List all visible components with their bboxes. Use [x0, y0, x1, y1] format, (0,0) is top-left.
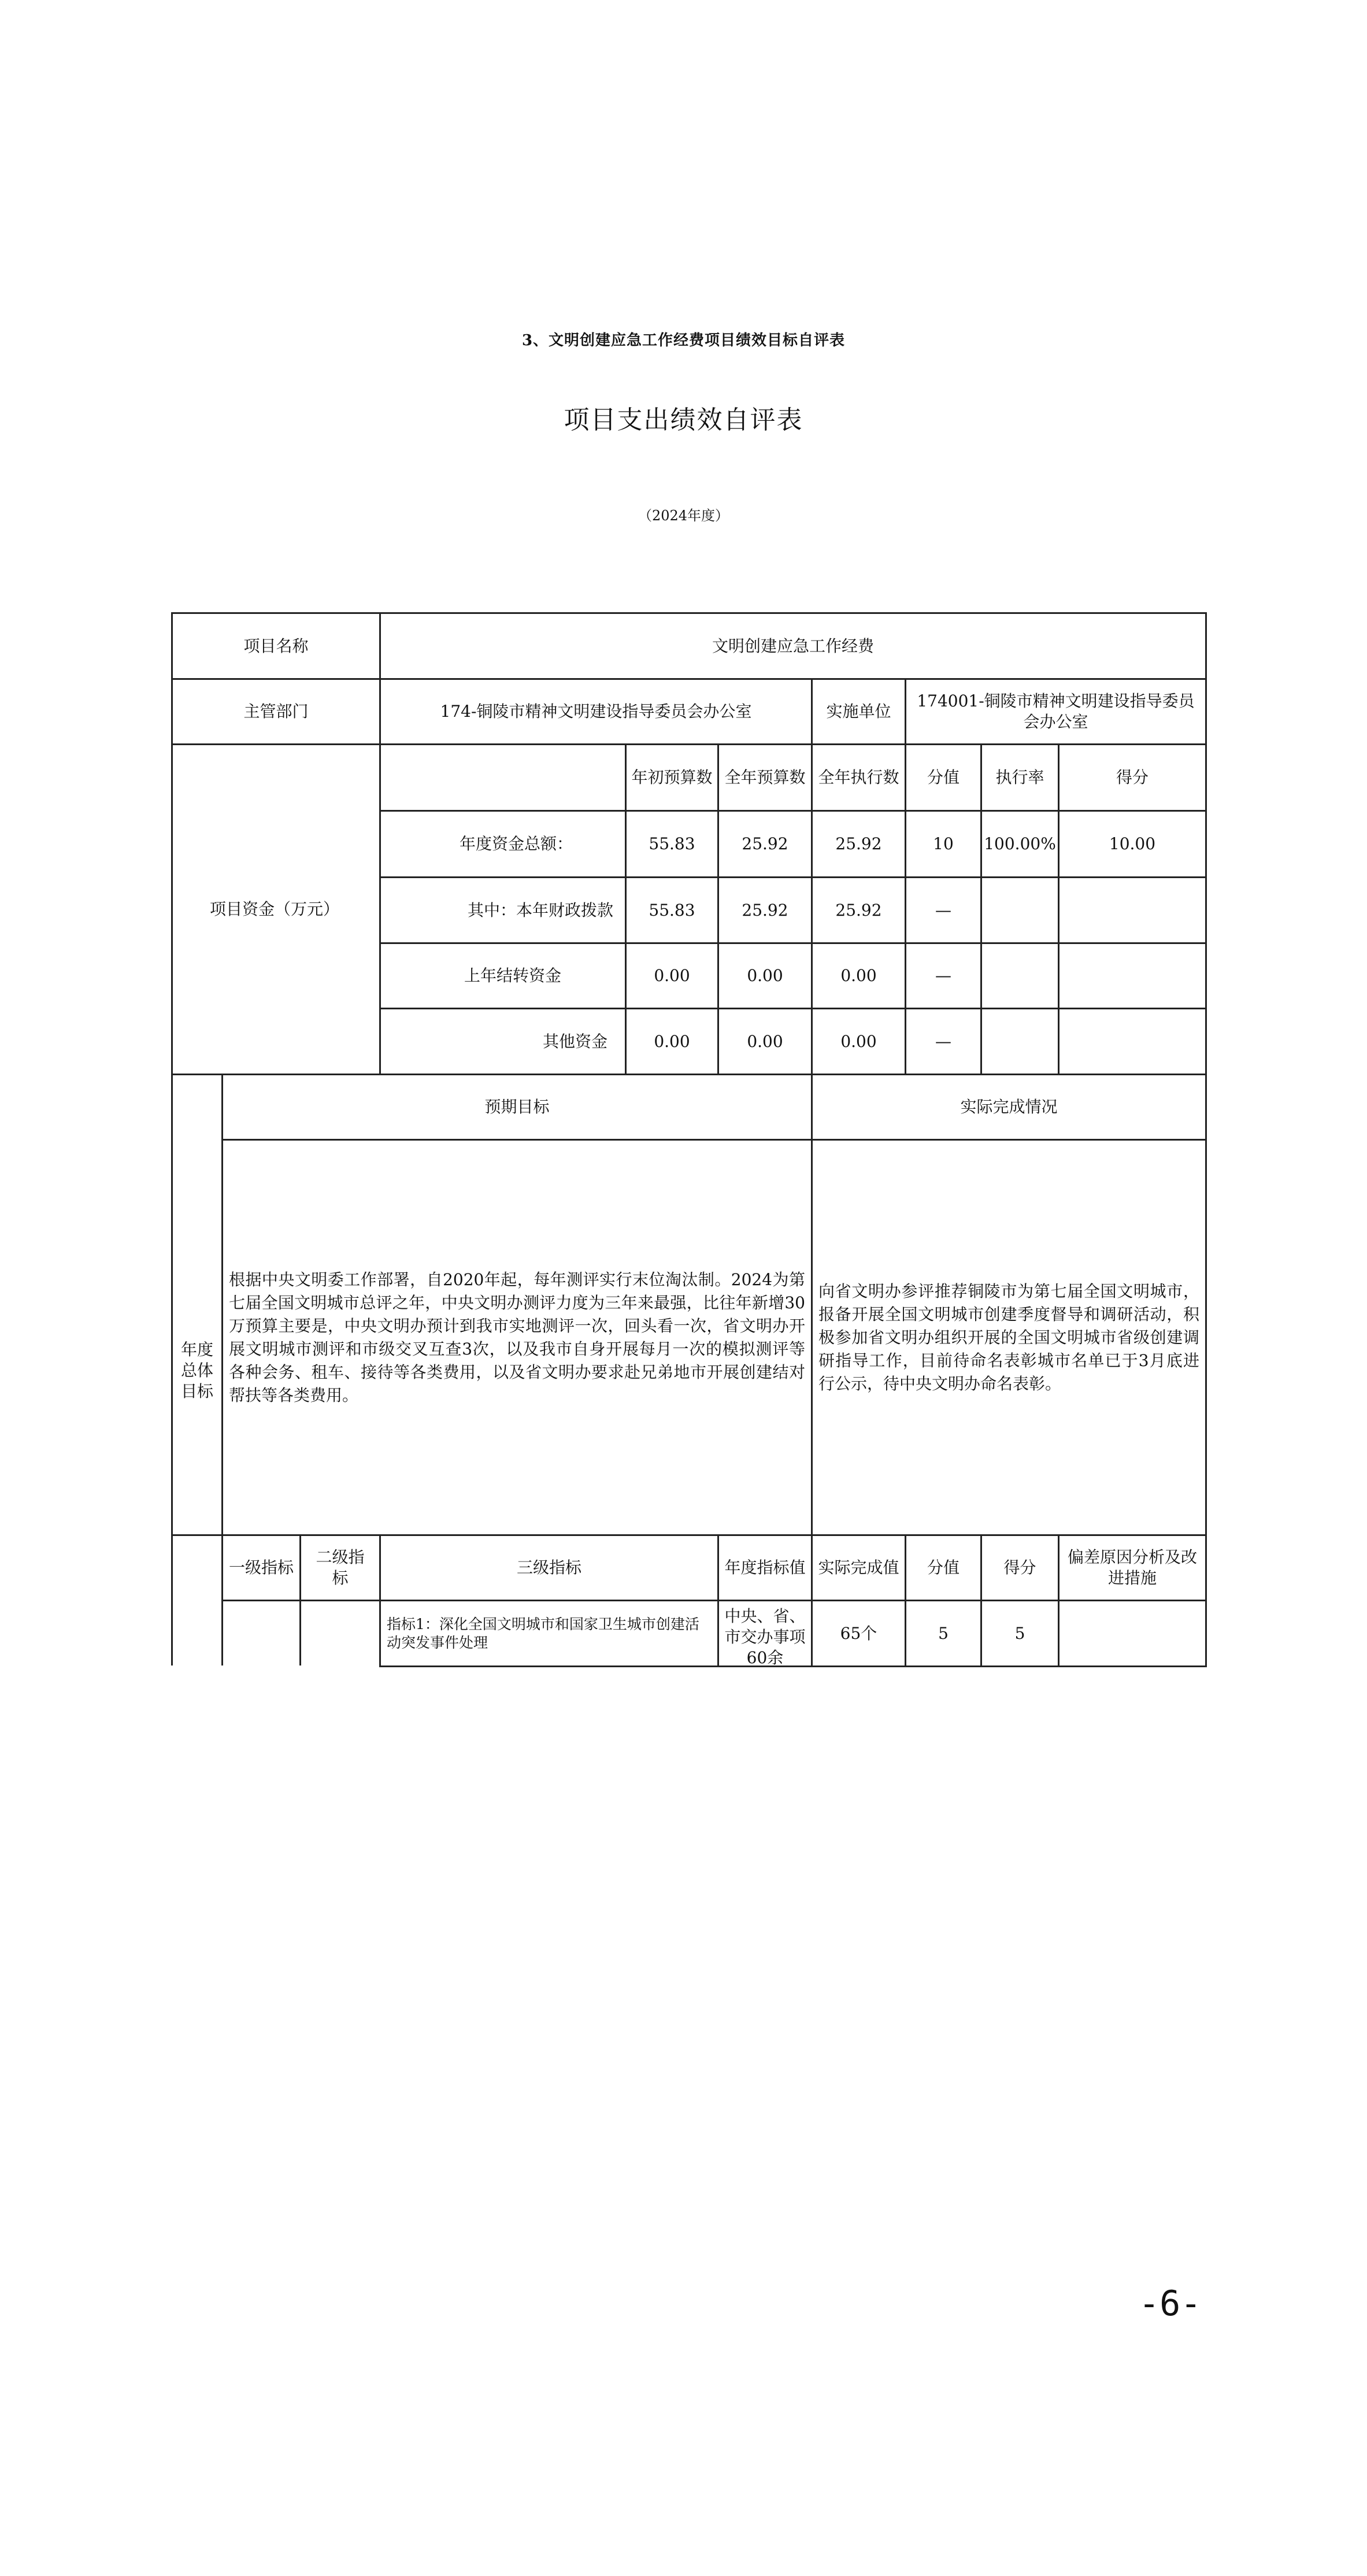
funds-row-rate: 100.00% — [984, 834, 1056, 853]
funds-row-score-value: 10 — [933, 834, 954, 853]
indicator-target: 中央、省、市交办事项60余 — [724, 1607, 806, 1665]
funds-header-score-value: 分值 — [927, 768, 960, 787]
funds-row-initial: 55.83 — [649, 900, 695, 920]
actual-completion-text: 向省文明办参评推荐铜陵市为第七届全国文明城市，报备开展全国文明城市创建季度督导和调研活动，积极参加省文明办组织开展的全国文明城市省级创建调研指导工作，目前待命名表彰城市名单已于3月底进行公示，待中央文明办命名表彰。 — [818, 1281, 1199, 1393]
impl-label: 实施单位 — [826, 702, 891, 721]
expected-goal-text: 根据中央文明委工作部署，自2020年起，每年测评实行末位淘汰制。2024为第七届全国文明城市总评之年，中央文明办测评力度为三年来最强，比往年新增30万预算主要是，中央文明办预计到我市实地测评一次，回头看一次，省文明办开展文明城市测评和市级交叉互查3次，以及我市自身开展每月一次的模拟测评等各种会务、租车、接待等各类费用，以及省文明办要求赴兄弟地市开展创建结对帮扶等各类费用。 — [229, 1270, 805, 1405]
indicator-header-level3: 三级指标 — [516, 1558, 581, 1577]
funds-row-label: 年度资金总额： — [459, 834, 573, 853]
indicator-header-level2: 二级指标 — [316, 1548, 365, 1587]
funds-row-score-value: — — [935, 1031, 951, 1051]
year-label: （2024年度） — [638, 508, 729, 524]
indicator-header-score-value: 分值 — [927, 1558, 960, 1577]
funds-row-score — [1059, 1009, 1205, 1074]
funds-header-initial: 年初预算数 — [631, 768, 713, 787]
dept-label: 主管部门 — [243, 702, 309, 721]
actual-completion-header: 实际完成情况 — [960, 1097, 1058, 1116]
funds-row-rate — [982, 944, 1058, 1008]
indicator-deviation — [1059, 1601, 1205, 1665]
dept-value: 174-铜陵市精神文明建设指导委员会办公室 — [440, 702, 752, 721]
funds-row-executed: 0.00 — [840, 966, 877, 985]
funds-row-label: 上年结转资金 — [464, 966, 561, 985]
indicator-score-value: 5 — [938, 1623, 949, 1643]
funds-header-rate: 执行率 — [995, 768, 1044, 787]
project-name-label: 项目名称 — [243, 636, 309, 656]
funds-header-executed: 全年执行数 — [818, 768, 899, 787]
expected-goal-header: 预期目标 — [484, 1097, 550, 1116]
funds-row-annual: 0.00 — [747, 966, 783, 985]
funds-row-score-value: — — [935, 900, 951, 920]
indicator-actual: 65个 — [840, 1623, 877, 1643]
indicator-level3: 指标1：深化全国文明城市和国家卫生城市创建活动突发事件处理 — [387, 1615, 699, 1651]
funds-row-annual: 25.92 — [742, 834, 788, 853]
indicator-header-target: 年度指标值 — [724, 1558, 806, 1577]
funds-row-annual: 25.92 — [742, 900, 788, 920]
indicator-header-deviation: 偏差原因分析及改进措施 — [1067, 1548, 1197, 1587]
impl-value: 174001-铜陵市精神文明建设指导委员会办公室 — [917, 691, 1195, 731]
funds-row-initial: 55.83 — [649, 834, 695, 853]
project-name-value: 文明创建应急工作经费 — [712, 636, 874, 656]
indicator-header-actual: 实际完成值 — [818, 1558, 899, 1577]
funds-row-annual: 0.00 — [747, 1031, 783, 1051]
document-heading: 3、文明创建应急工作经费项目绩效目标自评表 — [521, 332, 846, 349]
funds-row-score-value: — — [935, 966, 951, 985]
funds-row-score: 10.00 — [1109, 834, 1156, 853]
funds-row-executed: 0.00 — [840, 1031, 877, 1051]
page-title: 项目支出绩效自评表 — [564, 405, 803, 435]
goal-label: 年度总体目标 — [180, 1339, 213, 1401]
indicator-header-level1: 一级指标 — [228, 1558, 294, 1577]
funds-row-executed: 25.92 — [835, 900, 882, 920]
page-number: -6- — [1139, 2283, 1202, 2324]
funds-row-label: 其中：本年财政拨款 — [467, 900, 613, 920]
funds-row-executed: 25.92 — [835, 834, 882, 853]
funds-row-initial: 0.00 — [654, 1031, 690, 1051]
funds-row-score — [1059, 944, 1205, 1008]
funds-header-score: 得分 — [1116, 768, 1149, 787]
funds-row-initial: 0.00 — [654, 966, 690, 985]
funds-row-rate — [982, 878, 1058, 942]
indicator-header-score: 得分 — [1003, 1558, 1036, 1577]
funds-header-annual: 全年预算数 — [724, 768, 806, 787]
funds-row-label: 其他资金 — [542, 1031, 607, 1051]
indicator-score: 5 — [1014, 1623, 1025, 1643]
funds-row-rate — [982, 1009, 1058, 1074]
funds-label: 项目资金（万元） — [209, 900, 339, 919]
funds-row-score — [1059, 878, 1205, 942]
